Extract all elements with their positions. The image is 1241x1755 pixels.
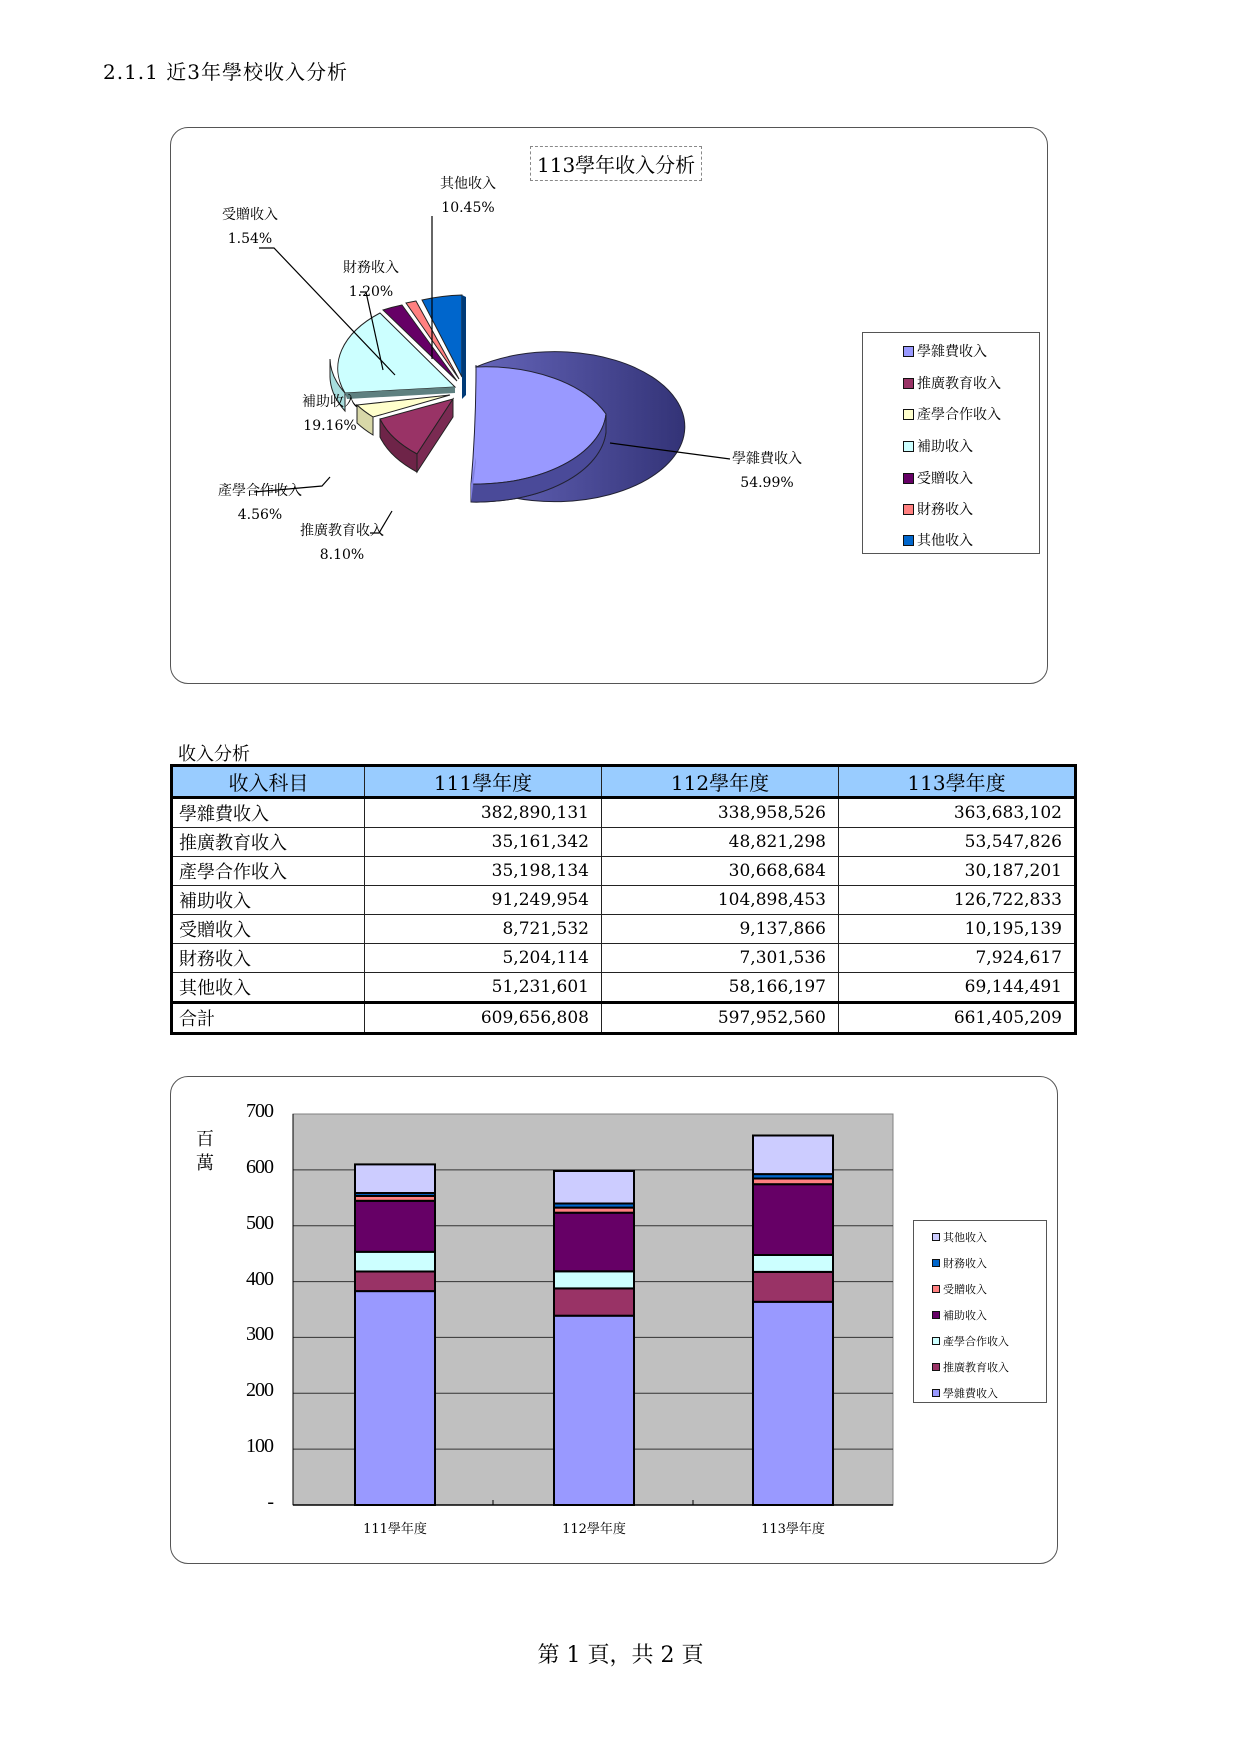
pie-label-other: 其他收入 10.45% xyxy=(440,176,496,216)
pie-label-extension: 推廣教育收入 8.10% xyxy=(300,523,384,563)
pie-chart-title: 113學年收入分析 xyxy=(530,146,702,181)
pie-legend-item: 財務收入 xyxy=(903,499,973,519)
cell-value: 30,668,684 xyxy=(602,857,839,886)
pie-label-tuition: 學雜費收入 54.99% xyxy=(732,451,802,491)
y-axis-unit-label: 百萬 xyxy=(196,1129,214,1174)
pie-legend-item: 其他收入 xyxy=(903,530,973,550)
row-label: 財務收入 xyxy=(172,944,365,973)
bar-legend-item: 補助收入 xyxy=(932,1307,987,1323)
cell-value: 597,952,560 xyxy=(602,1003,839,1034)
pie-legend-item: 產學合作收入 xyxy=(903,404,1001,424)
y-tick: 600 xyxy=(246,1156,273,1178)
cell-value: 661,405,209 xyxy=(839,1003,1076,1034)
legend-swatch-icon xyxy=(932,1259,940,1267)
cell-value: 91,249,954 xyxy=(365,886,602,915)
y-tick: 100 xyxy=(246,1435,273,1457)
table-row xyxy=(172,886,1076,915)
revenue-table xyxy=(170,764,1077,1035)
pie-legend xyxy=(862,332,1040,554)
bar-111 xyxy=(355,1164,435,1505)
cell-value: 7,301,536 xyxy=(602,944,839,973)
bar-113 xyxy=(753,1136,833,1506)
row-label: 產學合作收入 xyxy=(172,857,365,886)
bar-legend-item: 受贈收入 xyxy=(932,1281,987,1297)
row-label: 合計 xyxy=(172,1003,365,1034)
pie-slice-tuition xyxy=(471,352,685,502)
legend-swatch-icon xyxy=(932,1363,940,1371)
cell-value: 338,958,526 xyxy=(602,798,839,828)
x-tick: 113學年度 xyxy=(761,1522,825,1537)
y-tick: 300 xyxy=(246,1323,273,1345)
bar-112 xyxy=(554,1171,634,1505)
column-header: 113學年度 xyxy=(839,766,1076,798)
legend-swatch-icon xyxy=(932,1337,940,1345)
section-heading: 2.1.1 近3年學校收入分析 xyxy=(103,60,348,84)
row-label: 學雜費收入 xyxy=(172,798,365,828)
legend-swatch-icon xyxy=(903,441,914,452)
table-total-row xyxy=(172,1003,1076,1034)
legend-swatch-icon xyxy=(932,1389,940,1397)
cell-value: 53,547,826 xyxy=(839,828,1076,857)
row-label: 受贈收入 xyxy=(172,915,365,944)
legend-swatch-icon xyxy=(932,1285,940,1293)
table-row xyxy=(172,798,1076,828)
legend-swatch-icon xyxy=(903,409,914,420)
legend-swatch-icon xyxy=(932,1233,940,1241)
bar-legend-item: 推廣教育收入 xyxy=(932,1359,1009,1375)
cell-value: 51,231,601 xyxy=(365,973,602,1003)
cell-value: 8,721,532 xyxy=(365,915,602,944)
row-label: 其他收入 xyxy=(172,973,365,1003)
legend-swatch-icon xyxy=(932,1311,940,1319)
bar-legend xyxy=(913,1220,1047,1403)
row-label: 推廣教育收入 xyxy=(172,828,365,857)
bar-legend-item: 學雜費收入 xyxy=(932,1385,998,1401)
cell-value: 5,204,114 xyxy=(365,944,602,973)
x-tick: 112學年度 xyxy=(562,1522,626,1537)
table-title: 收入分析 xyxy=(178,744,250,765)
legend-swatch-icon xyxy=(903,535,914,546)
cell-value: 382,890,131 xyxy=(365,798,602,828)
cell-value: 363,683,102 xyxy=(839,798,1076,828)
x-tick: 111學年度 xyxy=(363,1522,427,1537)
y-tick: 200 xyxy=(246,1379,273,1401)
cell-value: 104,898,453 xyxy=(602,886,839,915)
column-header: 收入科目 xyxy=(172,766,365,798)
bar-legend-item: 財務收入 xyxy=(932,1255,987,1271)
cell-value: 7,924,617 xyxy=(839,944,1076,973)
pie-label-industry: 產學合作收入 4.56% xyxy=(218,483,302,523)
table-row xyxy=(172,973,1076,1003)
table-header-row xyxy=(172,766,1076,798)
cell-value: 10,195,139 xyxy=(839,915,1076,944)
cell-value: 9,137,866 xyxy=(602,915,839,944)
table-row xyxy=(172,828,1076,857)
y-tick: 500 xyxy=(246,1212,273,1234)
table-row xyxy=(172,915,1076,944)
pie-label-donation: 受贈收入 1.54% xyxy=(222,207,278,247)
bar-legend-item: 產學合作收入 xyxy=(932,1333,1009,1349)
y-tick: 700 xyxy=(246,1100,273,1122)
row-label: 補助收入 xyxy=(172,886,365,915)
cell-value: 48,821,298 xyxy=(602,828,839,857)
legend-swatch-icon xyxy=(903,504,914,515)
cell-value: 609,656,808 xyxy=(365,1003,602,1034)
table-row xyxy=(172,857,1076,886)
pie-legend-item: 學雜費收入 xyxy=(903,341,987,361)
column-header: 112學年度 xyxy=(602,766,839,798)
y-tick: - xyxy=(267,1491,273,1513)
column-header: 111學年度 xyxy=(365,766,602,798)
pie-legend-item: 推廣教育收入 xyxy=(903,373,1001,393)
cell-value: 126,722,833 xyxy=(839,886,1076,915)
cell-value: 69,144,491 xyxy=(839,973,1076,1003)
pie-label-subsidy: 補助收入 19.16% xyxy=(302,394,358,434)
legend-swatch-icon xyxy=(903,346,914,357)
pie-legend-item: 補助收入 xyxy=(903,436,973,456)
cell-value: 58,166,197 xyxy=(602,973,839,1003)
legend-swatch-icon xyxy=(903,378,914,389)
table-row xyxy=(172,944,1076,973)
cell-value: 35,161,342 xyxy=(365,828,602,857)
y-tick: 400 xyxy=(246,1268,273,1290)
cell-value: 35,198,134 xyxy=(365,857,602,886)
page-footer: 第 1 頁，共 2 頁 xyxy=(537,1643,704,1668)
pie-label-finance: 財務收入 1.20% xyxy=(343,260,399,300)
cell-value: 30,187,201 xyxy=(839,857,1076,886)
legend-swatch-icon xyxy=(903,473,914,484)
pie-legend-item: 受贈收入 xyxy=(903,468,973,488)
bar-legend-item: 其他收入 xyxy=(932,1229,987,1245)
